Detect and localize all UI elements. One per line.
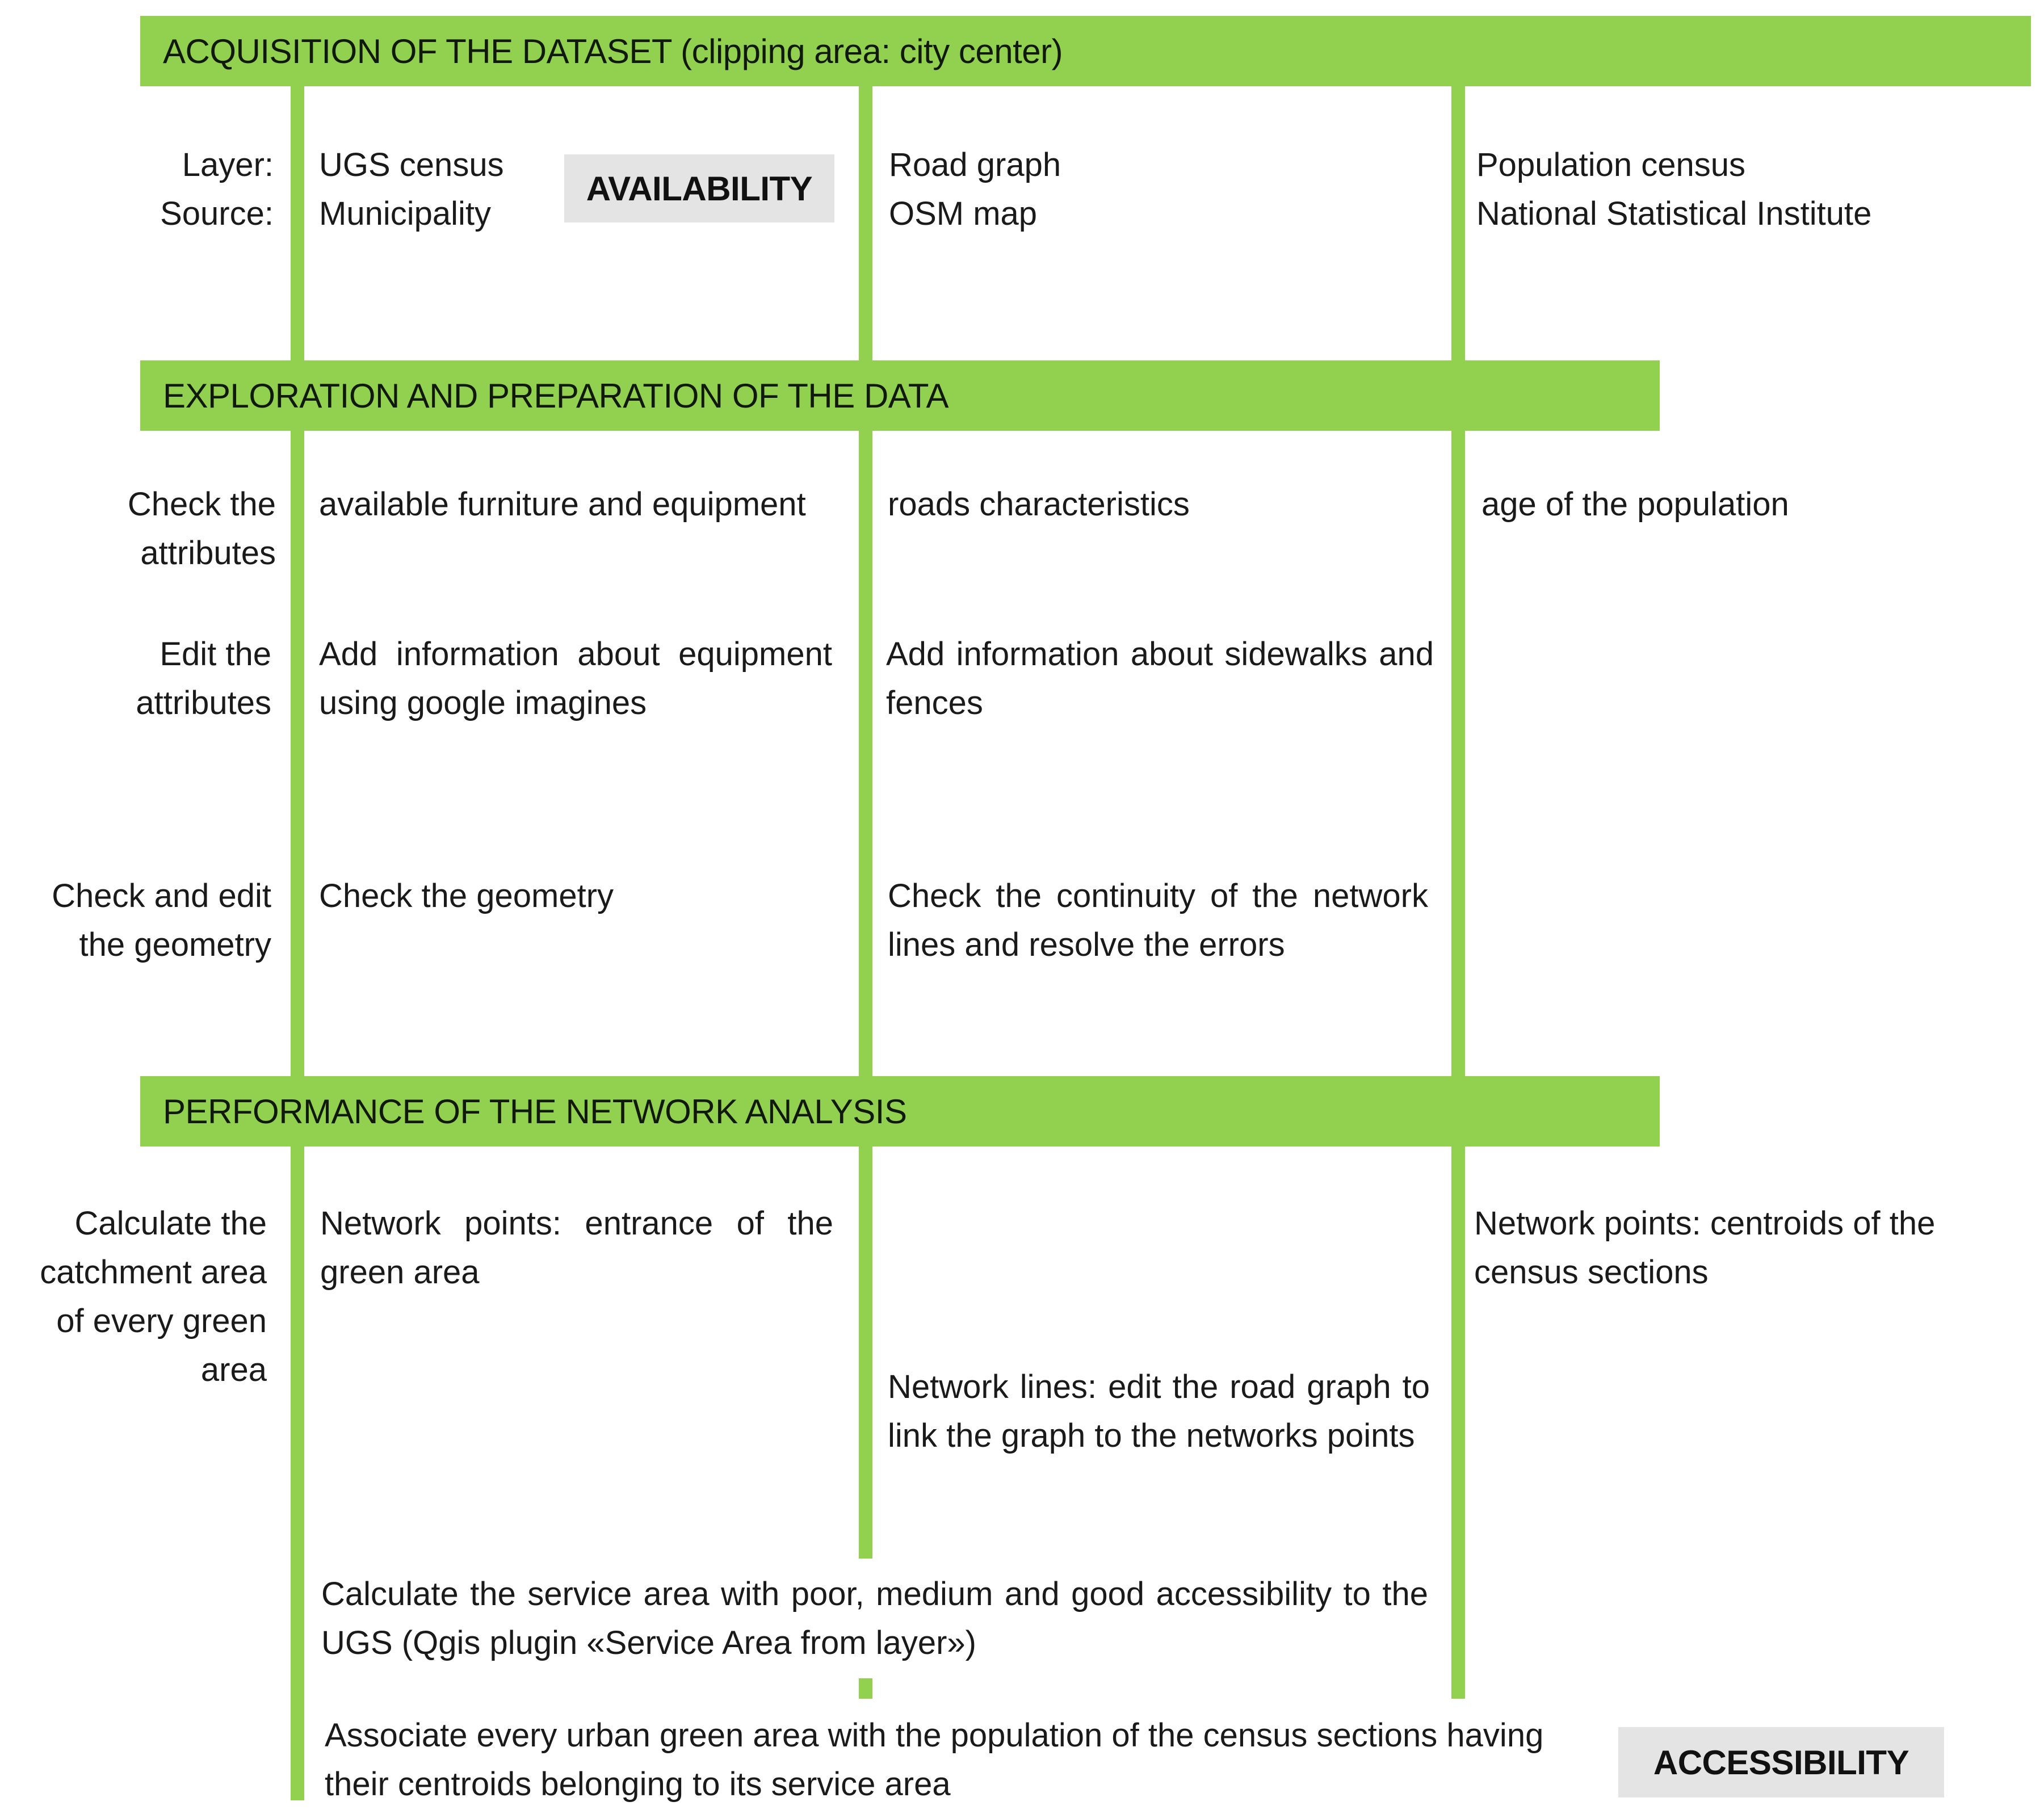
column-line-road [859, 86, 872, 360]
ugs-edit-attributes: Add information about equipment using google imagines [319, 636, 832, 721]
phase-bar-exploration [140, 360, 1660, 431]
ugs-layer: UGS census [319, 146, 504, 183]
road-edit-attributes: Add information about sidewalks and fences [886, 636, 1434, 721]
census-network-points: Network points: centroids of the census sections [1474, 1205, 1936, 1291]
phase-bar-performance [140, 1076, 1660, 1147]
road-check-attributes: roads characteristics [888, 486, 1190, 523]
column-line-ugs [291, 431, 304, 1076]
road-check-geometry: Check the continuity of the network lines and resolve the errors [888, 877, 1428, 963]
row-label-check-geometry: Check and edit the geometry [52, 877, 271, 963]
row-label-source: Source: [160, 195, 274, 232]
phase-bar-acquisition [140, 16, 2031, 86]
ugs-source: Municipality [319, 195, 491, 232]
column-line-population [1451, 431, 1465, 1076]
ugs-check-attributes: available furniture and equipment [319, 486, 806, 523]
row-label-edit-attributes: Edit the attributes [136, 636, 271, 721]
column-line-road-stub [859, 1678, 872, 1699]
road-source: OSM map [889, 195, 1038, 232]
row-label-check-attributes: Check the attributes [127, 486, 276, 572]
road-network-lines: Network lines: edit the road graph to link the graph to the networks points [888, 1368, 1430, 1454]
road-layer: Road graph [889, 146, 1061, 183]
availability-tag: AVAILABILITY [564, 154, 834, 222]
population-source: National Statistical Institute [1476, 195, 1872, 232]
column-line-road [859, 1147, 872, 1559]
population-check-attributes: age of the population [1481, 486, 1789, 523]
ugs-network-points: Network points: entrance of the green area [320, 1205, 833, 1291]
column-line-road [859, 431, 872, 1076]
column-line-population [1451, 86, 1465, 360]
column-line-population [1451, 1147, 1465, 1699]
population-layer: Population census [1476, 146, 1745, 183]
column-line-ugs [291, 1147, 304, 1800]
row-label-catchment: Calculate the catchment area of every green area [40, 1205, 267, 1388]
column-line-ugs [291, 86, 304, 360]
ugs-check-geometry: Check the geometry [319, 877, 614, 914]
service-area-step: Calculate the service area with poor, medium and good accessibility to the UGS (Qgis plugin «Service Area from layer») [321, 1576, 1428, 1661]
phase-title-acquisition: ACQUISITION OF THE DATASET (clipping area: city center) [163, 32, 1063, 70]
phase-title-exploration: EXPLORATION AND PREPARATION OF THE DATA [163, 376, 949, 415]
association-step: Associate every urban green area with the population of the census sections having their centroids belonging to its service area [325, 1717, 1544, 1803]
row-label-layer: Layer: [182, 146, 274, 183]
phase-title-performance: PERFORMANCE OF THE NETWORK ANALYSIS [163, 1092, 907, 1131]
accessibility-tag: ACCESSIBILITY [1618, 1727, 1944, 1798]
